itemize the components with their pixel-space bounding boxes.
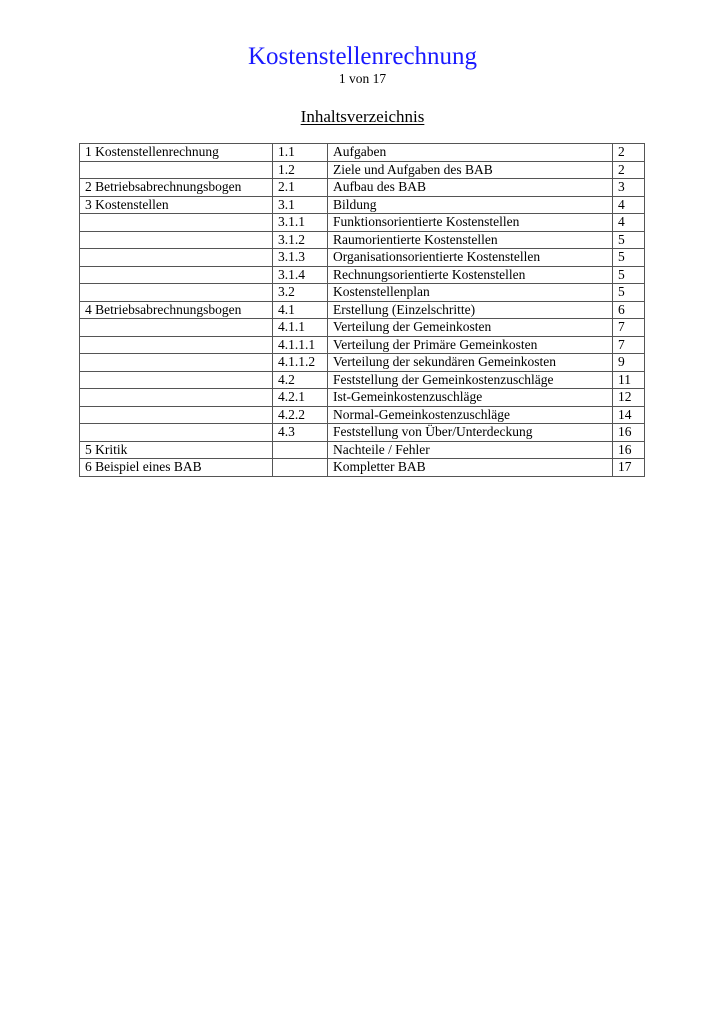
toc-section-number-cell: 3.1.2 — [273, 231, 328, 249]
toc-section-number-cell: 3.1.3 — [273, 249, 328, 267]
toc-chapter-cell: 2 Betriebsabrechnungsbogen — [80, 179, 273, 197]
toc-topic-cell: Verteilung der sekundären Gemeinkosten — [328, 354, 613, 372]
toc-page-number-cell: 16 — [613, 424, 645, 442]
toc-row — [80, 196, 645, 214]
toc-chapter-cell — [80, 336, 273, 354]
toc-page-number-cell: 16 — [613, 441, 645, 459]
toc-section-number-cell: 4.2 — [273, 371, 328, 389]
toc-row — [80, 441, 645, 459]
toc-chapter-cell — [80, 231, 273, 249]
toc-page-number-cell: 7 — [613, 336, 645, 354]
toc-section-number-cell: 4.1 — [273, 301, 328, 319]
toc-page-number-cell: 9 — [613, 354, 645, 372]
toc-topic-cell: Aufbau des BAB — [328, 179, 613, 197]
toc-section-number-cell: 3.1 — [273, 196, 328, 214]
toc-section-number-cell: 3.2 — [273, 284, 328, 302]
toc-topic-cell: Kostenstellenplan — [328, 284, 613, 302]
toc-section-number-cell: 1.1 — [273, 144, 328, 162]
toc-page-number-cell: 2 — [613, 144, 645, 162]
toc-chapter-cell — [80, 354, 273, 372]
toc-section-number-cell — [273, 459, 328, 477]
toc-section-number-cell: 4.2.2 — [273, 406, 328, 424]
toc-page-number-cell: 11 — [613, 371, 645, 389]
toc-page-number-cell: 5 — [613, 266, 645, 284]
toc-topic-cell: Feststellung von Über/Unterdeckung — [328, 424, 613, 442]
toc-topic-cell: Kompletter BAB — [328, 459, 613, 477]
toc-row — [80, 266, 645, 284]
toc-section-number-cell: 4.1.1.1 — [273, 336, 328, 354]
toc-row — [80, 301, 645, 319]
toc-page-number-cell: 7 — [613, 319, 645, 337]
toc-body — [80, 144, 645, 477]
toc-chapter-cell: 3 Kostenstellen — [80, 196, 273, 214]
toc-chapter-cell: 6 Beispiel eines BAB — [80, 459, 273, 477]
toc-topic-cell: Ist-Gemeinkostenzuschläge — [328, 389, 613, 407]
toc-page-number-cell: 4 — [613, 214, 645, 232]
toc-section-number-cell: 3.1.1 — [273, 214, 328, 232]
toc-row — [80, 406, 645, 424]
toc-heading — [0, 106, 725, 128]
toc-row — [80, 161, 645, 179]
toc-row — [80, 336, 645, 354]
toc-topic-cell: Aufgaben — [328, 144, 613, 162]
toc-row — [80, 459, 645, 477]
toc-section-number-cell: 2.1 — [273, 179, 328, 197]
toc-page-number-cell: 17 — [613, 459, 645, 477]
toc-topic-cell: Bildung — [328, 196, 613, 214]
toc-page-number-cell: 6 — [613, 301, 645, 319]
toc-row — [80, 389, 645, 407]
toc-topic-cell: Verteilung der Primäre Gemeinkosten — [328, 336, 613, 354]
toc-section-number-cell: 4.1.1.2 — [273, 354, 328, 372]
toc-chapter-cell: 5 Kritik — [80, 441, 273, 459]
toc-section-number-cell: 4.2.1 — [273, 389, 328, 407]
toc-row — [80, 179, 645, 197]
toc-row — [80, 214, 645, 232]
page-indicator: 1 von 17 — [338, 71, 387, 86]
toc-topic-cell: Verteilung der Gemeinkosten — [328, 319, 613, 337]
toc-row — [80, 354, 645, 372]
toc-chapter-cell — [80, 406, 273, 424]
toc-row — [80, 319, 645, 337]
toc-topic-cell: Ziele und Aufgaben des BAB — [328, 161, 613, 179]
toc-section-number-cell: 1.2 — [273, 161, 328, 179]
toc-page-number-cell: 3 — [613, 179, 645, 197]
toc-chapter-cell: 4 Betriebsabrechnungsbogen — [80, 301, 273, 319]
toc-page-number-cell: 14 — [613, 406, 645, 424]
toc-row — [80, 424, 645, 442]
toc-chapter-cell — [80, 161, 273, 179]
toc-section-number-cell: 3.1.4 — [273, 266, 328, 284]
toc-page-number-cell: 5 — [613, 284, 645, 302]
toc-row — [80, 284, 645, 302]
toc-section-number-cell — [273, 441, 328, 459]
toc-row — [80, 231, 645, 249]
toc-page-number-cell: 5 — [613, 231, 645, 249]
toc-section-number-cell: 4.1.1 — [273, 319, 328, 337]
toc-chapter-cell — [80, 266, 273, 284]
toc-section-number-cell: 4.3 — [273, 424, 328, 442]
table-of-contents — [79, 143, 645, 477]
toc-topic-cell: Normal-Gemeinkostenzuschläge — [328, 406, 613, 424]
toc-topic-cell: Rechnungsorientierte Kostenstellen — [328, 266, 613, 284]
toc-chapter-cell — [80, 371, 273, 389]
toc-row — [80, 144, 645, 162]
toc-page-number-cell: 5 — [613, 249, 645, 267]
toc-topic-cell: Funktionsorientierte Kostenstellen — [328, 214, 613, 232]
document-title: Kostenstellenrechnung — [247, 43, 478, 70]
toc-topic-cell: Organisationsorientierte Kostenstellen — [328, 249, 613, 267]
toc-topic-cell: Erstellung (Einzelschritte) — [328, 301, 613, 319]
toc-chapter-cell — [80, 214, 273, 232]
toc-page-number-cell: 2 — [613, 161, 645, 179]
toc-page-number-cell: 12 — [613, 389, 645, 407]
toc-heading-text: Inhaltsverzeichnis — [300, 107, 425, 126]
toc-page-number-cell: 4 — [613, 196, 645, 214]
toc-row — [80, 249, 645, 267]
toc-topic-cell: Raumorientierte Kostenstellen — [328, 231, 613, 249]
toc-topic-cell: Nachteile / Fehler — [328, 441, 613, 459]
toc-chapter-cell — [80, 424, 273, 442]
toc-chapter-cell: 1 Kostenstellenrechnung — [80, 144, 273, 162]
toc-topic-cell: Feststellung der Gemeinkostenzuschläge — [328, 371, 613, 389]
toc-row — [80, 371, 645, 389]
toc-chapter-cell — [80, 249, 273, 267]
toc-chapter-cell — [80, 389, 273, 407]
toc-chapter-cell — [80, 319, 273, 337]
toc-chapter-cell — [80, 284, 273, 302]
